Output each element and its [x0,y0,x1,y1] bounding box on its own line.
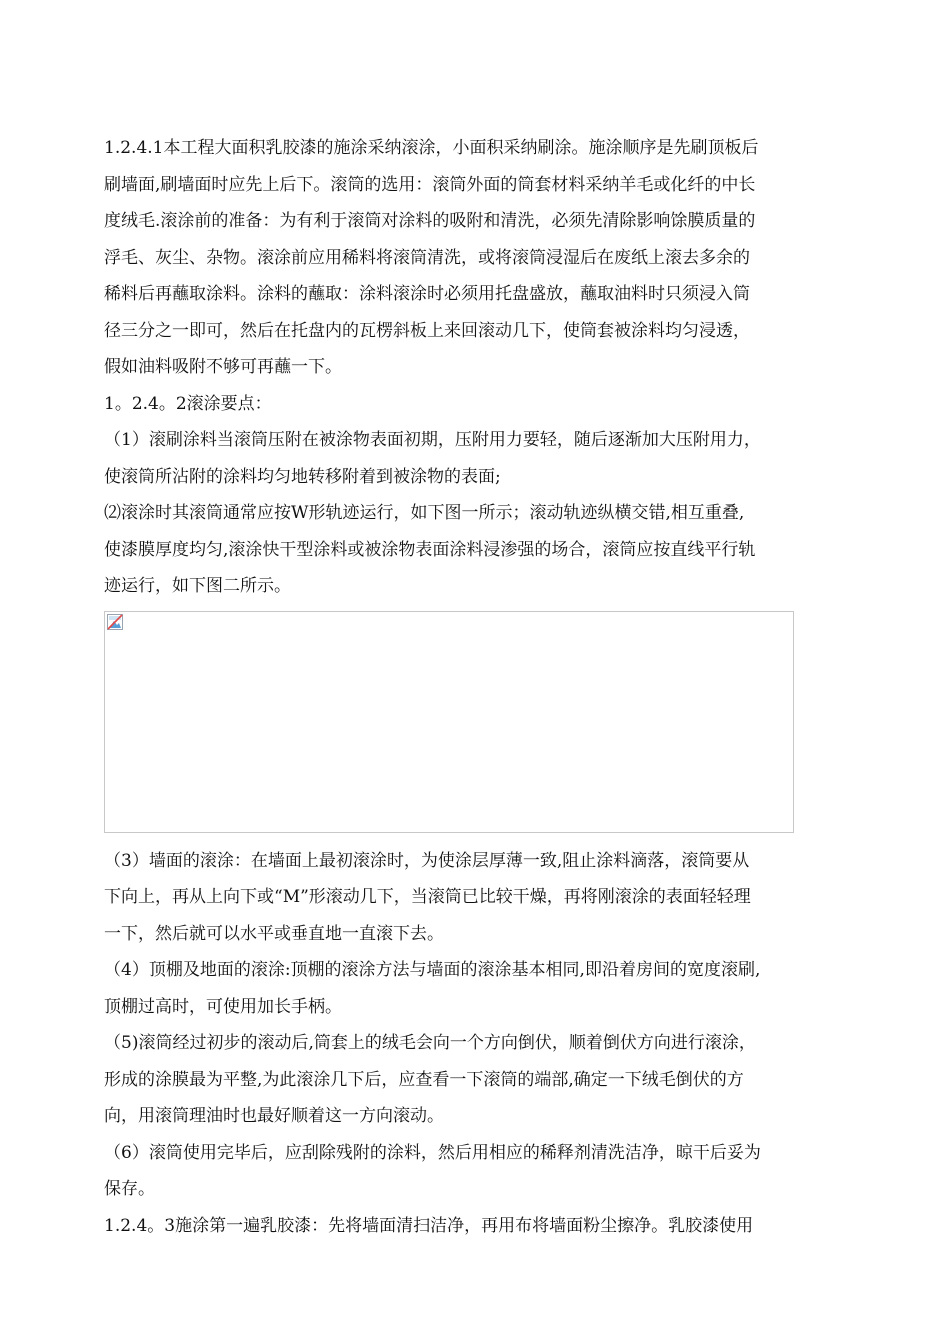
paragraph [104,386,849,423]
text-line: 使滚筒所沾附的涂料均匀地转移附着到被涂物的表面; [104,466,501,487]
paragraph [104,1025,849,1135]
paragraph [104,495,849,605]
figure-placeholder [104,611,794,833]
text-section-before-figure [104,130,849,605]
text-line: 径三分之一即可，然后在托盘内的瓦楞斜板上来回滚动几下，使筒套被涂料均匀浸透， [104,320,750,341]
text-line: ⑵滚涂时其滚筒通常应按W形轨迹运行，如下图一所示；滚动轨迹纵横交错,相互重叠, [104,503,745,523]
text-section-after-figure [104,843,849,1245]
text-line: 使漆膜厚度均匀,滚涂快干型涂料或被涂物表面涂料浸渗强的场合，滚筒应按直线平行轨 [104,539,756,560]
text-line: （1）滚刷涂料当滚筒压附在被涂物表面初期，压附用力要轻，随后逐渐加大压附用力， [104,430,761,450]
paragraph [104,843,849,953]
text-line: 保存。 [104,1179,155,1199]
text-line: 向，用滚筒理油时也最好顺着这一方向滚动。 [104,1106,444,1126]
paragraph [104,130,849,386]
text-line: 一下，然后就可以水平或垂直地一直滚下去。 [104,923,444,944]
text-line: 1。2.4。2滚涂要点： [104,393,272,414]
paragraph [104,952,849,1025]
text-line: 刷墙面,刷墙面时应先上后下。滚筒的选用：滚筒外面的筒套材料采纳羊毛或化纤的中长 [104,174,756,195]
text-line: 迹运行，如下图二所示。 [104,576,291,596]
text-line: （5)滚筒经过初步的滚动后,筒套上的绒毛会向一个方向倒伏，顺着倒伏方向进行滚涂， [104,1033,756,1053]
text-line: 下向上，再从上向下或“M”形滚动几下，当滚筒已比较干燥，再将刚滚涂的表面轻轻理 [104,887,751,907]
text-line: 顶棚过高时，可使用加长手柄。 [104,996,342,1017]
text-line: （6）滚筒使用完毕后，应刮除残附的涂料，然后用相应的稀释剂清洗洁净，晾干后妥为 [104,1142,761,1163]
document-body [104,130,849,1244]
paragraph [104,1208,849,1245]
text-line: 1.2.4。3施涂第一遍乳胶漆：先将墙面清扫洁净，再用布将墙面粉尘擦净。乳胶漆使用 [104,1215,754,1236]
text-line: 度绒毛.滚涂前的准备：为有利于滚筒对涂料的吸附和清洗，必须先清除影响馀膜质量的 [104,211,756,231]
broken-image-icon [107,614,123,630]
text-line: 假如油料吸附不够可再蘸一下。 [104,357,342,377]
text-line: 1.2.4.1本工程大面积乳胶漆的施涂采纳滚涂，小面积采纳刷涂。施涂顺序是先刷顶板后 [104,138,759,158]
text-line: （3）墙面的滚涂：在墙面上最初滚涂时，为使涂层厚薄一致,阻止涂料滴落，滚筒要从 [104,850,750,871]
text-line: （4）顶棚及地面的滚涂:顶棚的滚涂方法与墙面的滚涂基本相同,即沿着房间的宽度滚刷, [104,960,761,980]
paragraph [104,1135,849,1208]
text-line: 浮毛、灰尘、杂物。滚涂前应用稀料将滚筒清洗，或将滚筒浸湿后在废纸上滚去多余的 [104,247,750,268]
text-line: 形成的涂膜最为平整,为此滚涂几下后，应查看一下滚筒的端部,确定一下绒毛倒伏的方 [104,1069,744,1090]
paragraph [104,422,849,495]
text-line: 稀料后再蘸取涂料。涂料的蘸取：涂料滚涂时必须用托盘盛放，蘸取油料时只须浸入筒 [104,284,750,304]
